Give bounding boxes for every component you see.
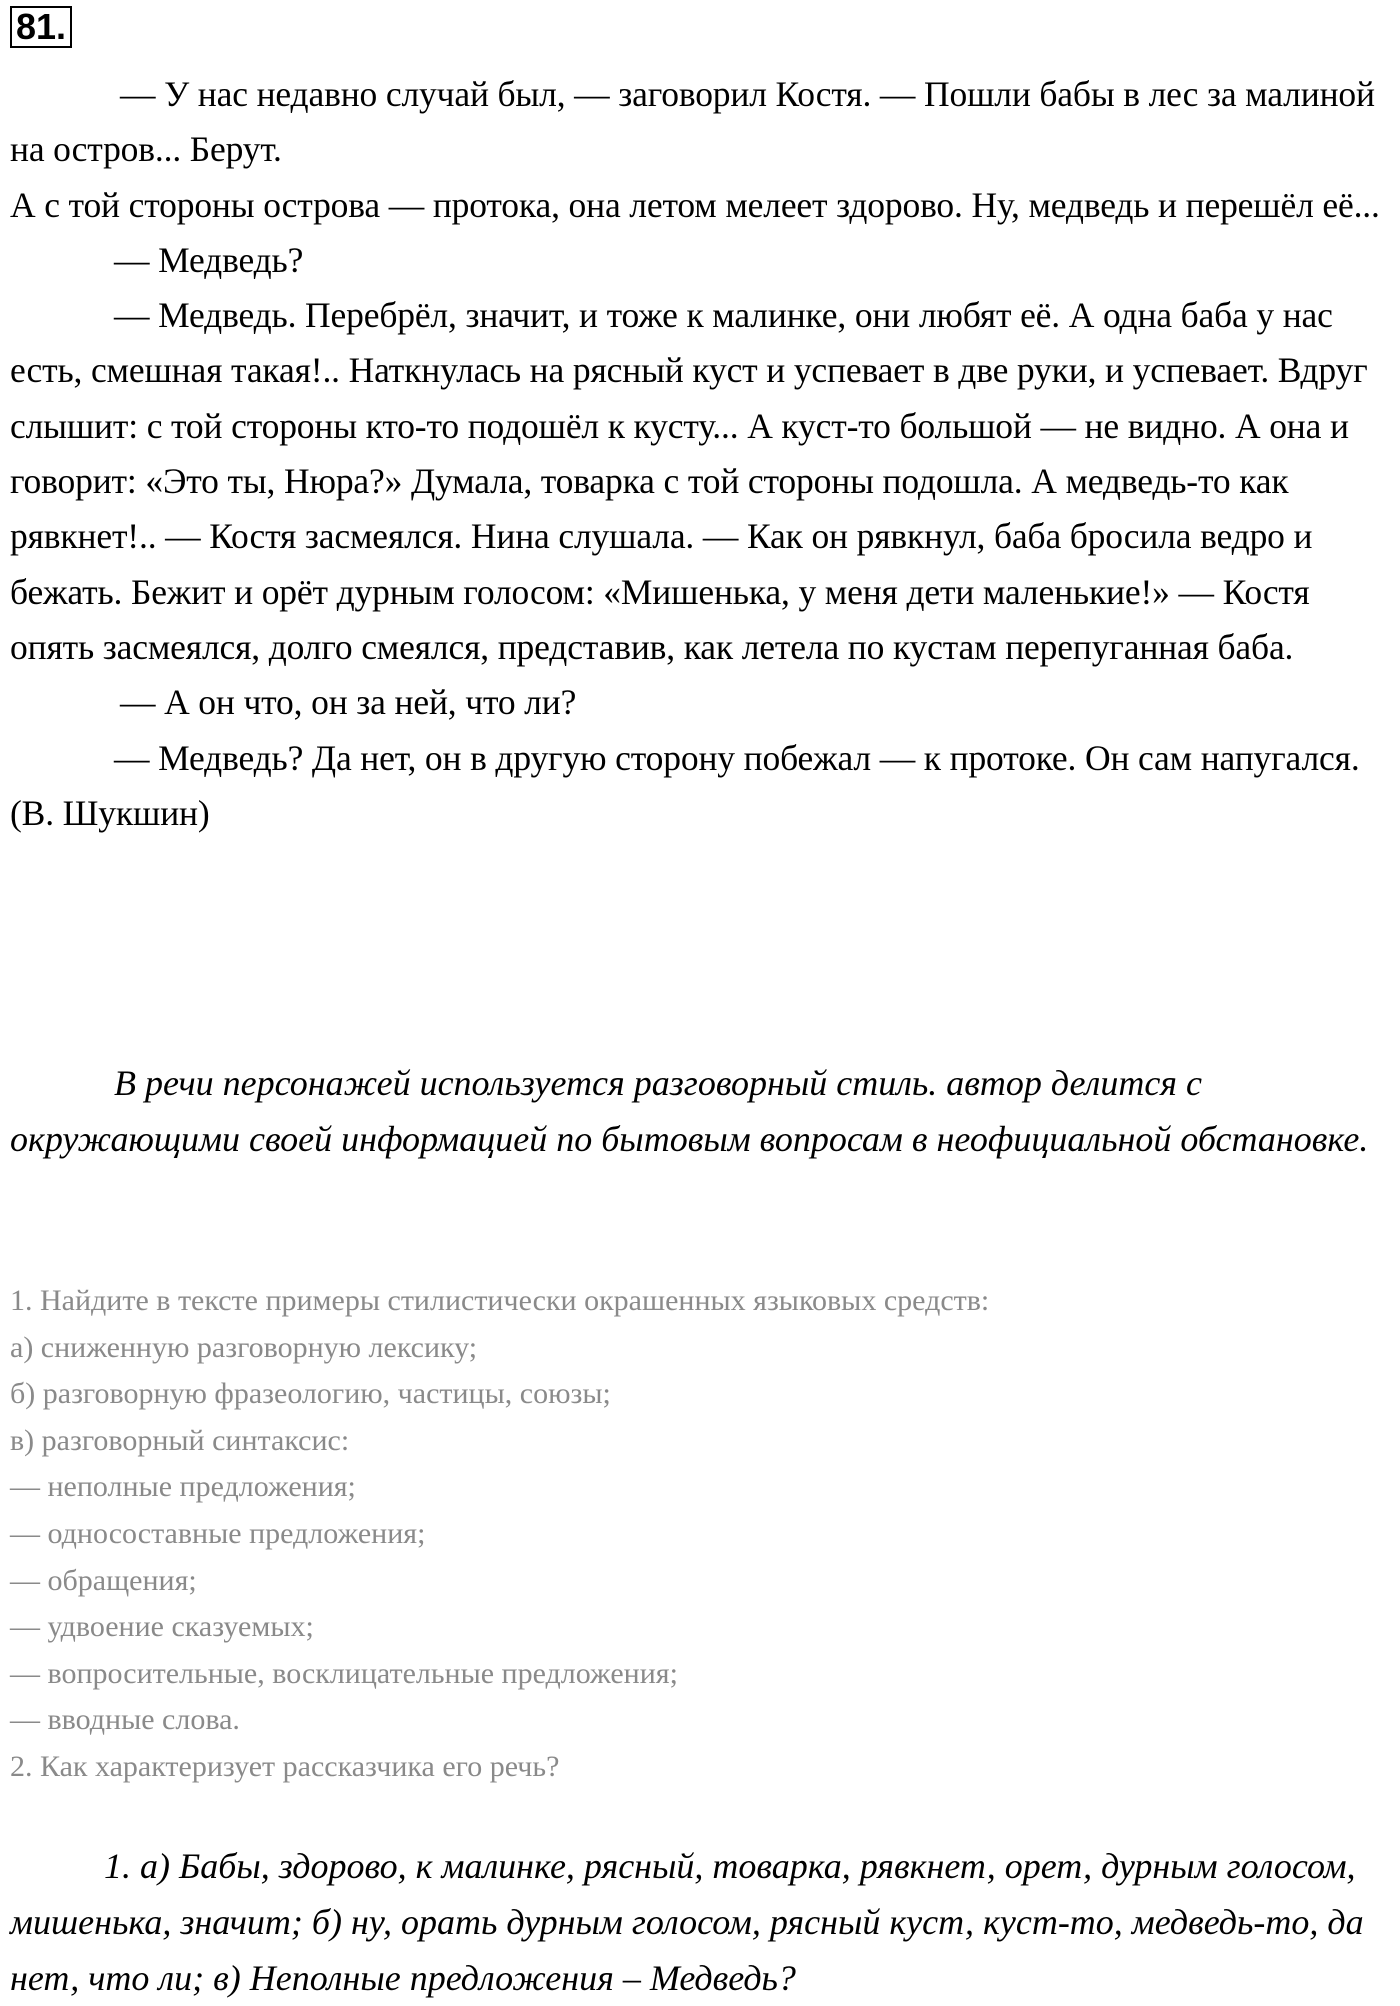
analysis-text: В речи персонажей используется разговорный стиль. автор делится с окружающими своей информацией по бытовым вопросам в неофициальной обстановке. — [10, 1063, 1369, 1159]
story-paragraph: — Медведь. Перебрёл, значит, и тоже к малинке, они любят её. А одна баба у нас есть, смешная такая!.. Наткнулась на рясный куст и успевает в две руки, и успевает. Вдруг слышит: с той стороны кто-то подошёл к кусту... А куст-то большой — не видно. А она и говорит: «Это ты, Нюра?» Думала, товарка с той стороны подошла. А медведь-то как рявкнет!.. — Костя засмеялся. Нина слушала. — Как он рявкнул, баба бросила ведро и бежать. Бежит и орёт дурным голосом: «Мишенька, у меня дети маленькие!» — Костя опять засмеялся, долго смеялся, представив, как летела по кустам перепуганная баба. — [10, 295, 1368, 667]
questions-list — [10, 1278, 1392, 1791]
question-item: 2. Как характеризует рассказчика его речь? — [10, 1749, 560, 1783]
story-text — [10, 67, 1392, 841]
question-item: — обращения; — [10, 1563, 197, 1597]
story-paragraph: — Медведь? — [114, 239, 304, 280]
answer-text: 1. а) Бабы, здорово, к малинке, рясный, товарка, рявкнет, орет, дурным голосом, мишенька, значит; б) ну, орать дурным голосом, рясный куст, куст-то, медведь-то, да нет, что ли; в) Неполные предложения – Медведь? — [10, 1846, 1364, 1998]
story-paragraph: — Медведь? Да нет, он в другую сторону побежал — к протоке. Он сам напугался. (В. Шукшин) — [10, 737, 1360, 833]
story-paragraph: — А он что, он за ней, что ли? — [120, 682, 577, 723]
story-paragraph: — У нас недавно случай был, — заговорил Костя. — Пошли бабы в лес за малиной на остров... Берут. — [10, 74, 1375, 170]
question-item: — вопросительные, восклицательные предложения; — [10, 1656, 678, 1690]
question-item: 1. Найдите в тексте примеры стилистически окрашенных языковых средств: — [10, 1284, 990, 1317]
question-item: — неполные предложения; — [10, 1470, 356, 1504]
question-item: а) сниженную разговорную лексику; — [10, 1330, 478, 1364]
question-item: — вводные слова. — [10, 1703, 240, 1737]
question-item: — односоставные предложения; — [10, 1516, 426, 1550]
question-item: — удвоение сказуемых; — [10, 1610, 314, 1644]
task-number-box: 81. — [10, 6, 72, 48]
question-item: в) разговорный синтаксис: — [10, 1423, 350, 1457]
task-number — [10, 6, 72, 48]
story-paragraph: А с той стороны острова — протока, она летом мелеет здорово. Ну, медведь и перешёл её... — [10, 184, 1380, 225]
question-item: б) разговорную фразеологию, частицы, союзы; — [10, 1377, 611, 1411]
